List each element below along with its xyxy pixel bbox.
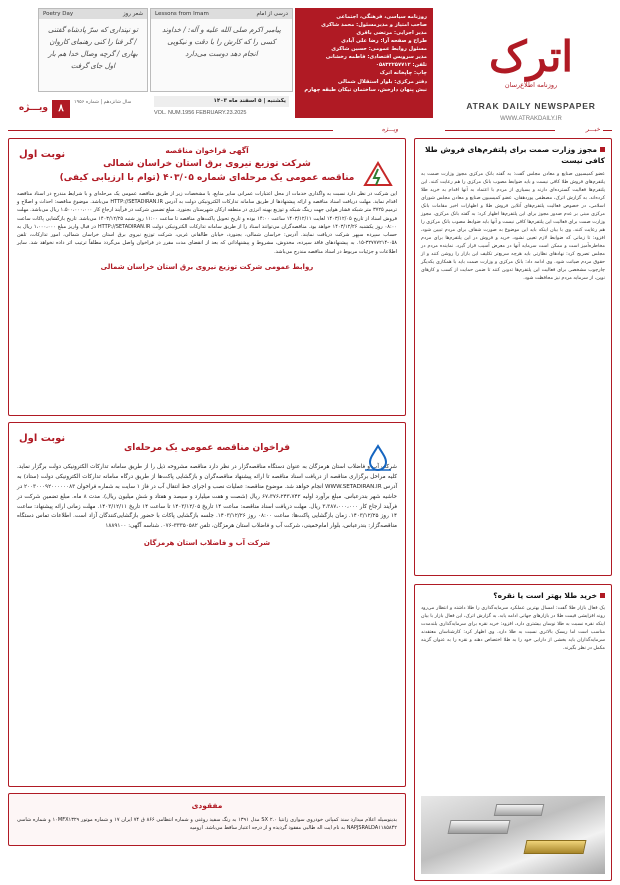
article-title: [421, 590, 605, 601]
dateline: [150, 94, 293, 118]
ad-heading: آگهی فراخوان مناقصه: [165, 146, 249, 155]
page-indicator: [0, 100, 70, 118]
masthead: [0, 8, 620, 123]
silver-bar-image: [494, 804, 545, 816]
logo-english: ATRAK DAILY NEWSPAPER: [466, 101, 596, 112]
logo-tagline: روزنامه اطلاع‌رسان: [504, 81, 558, 89]
bullet-square-icon: [600, 147, 605, 152]
page-label: ویـــژه: [18, 103, 48, 114]
info-line: مدیر اجرایی: مرتضی باقری: [356, 30, 427, 37]
poetry-header: [39, 9, 147, 19]
quote-header-fa: درسی از امام: [256, 11, 288, 17]
electricity-company-logo-icon: [361, 159, 395, 189]
ad-turn-label: نوبت اول: [19, 433, 66, 444]
poetry-header-fa: شعر روز: [122, 11, 143, 17]
year-issue: سال شانزدهم | شماره ۱۹۵۶: [74, 100, 132, 105]
ad-company: شرکت توزیع نیروی برق استان خراسان شمالی: [103, 159, 311, 169]
article-title-text: مجوز وزارت صمت برای پلتفرم‌های فروش طلا کافی نیست: [424, 145, 605, 166]
quote-text: پیامبر اکرم صلی الله علیه و آله: / خداوند کسی را که کارش را با دقت و نیکویی انجام دهد دوست می‌دارد: [162, 26, 281, 58]
quote-header: [151, 9, 292, 19]
logo-wordmark: اترک: [488, 32, 574, 81]
section-divider: [445, 130, 555, 131]
silver-bar-image: [448, 820, 511, 834]
ad-footer: شرکت آب و فاضلاب استان هرمزگان: [143, 538, 271, 547]
info-line: طراح و صفحه آرا: رضا علی آبادی: [341, 38, 427, 45]
ad-footer: روابط عمومی شرکت توزیع نیروی برق استان خراسان شمالی: [100, 262, 314, 271]
website-link[interactable]: WWW.ATRAKDAILY.IR: [500, 116, 562, 123]
newspaper-logo[interactable]: [456, 32, 606, 125]
poetry-header-en: Poetry Day: [43, 11, 74, 17]
ad-body: شرکت آب و فاضلاب استان هرمزگان به عنوان دستگاه مناقصه‌گزار در نظر دارد مناقصه مشروحه ذیل را از طریق سامانه تدارکات الکترونیکی دولت برگزار نماید. کلیه مراحل برگزاری مناقصه از دریافت اسناد مناقصه تا ارائه پیشنهاد مناقصه‌گران و بازگشایی پاکت‌ها از طریق درگاه سامانه تدارکات الکترونیکی دولت (ستاد) به آدرس WWW.SETADIRAN.IR انجام خواهد شد. موضوع مناقصه: عملیات نصب و اجرای خط انتقال آب در فاز ۱ سایت به شماره فراخوان ۲۰۰۳۰۰۰۹۲۰۰۰۰۰۰۸۳ در حاشیه شهر بندرعباس. مبلغ برآورد اولیه ۶۷،۳۷۶،۲۴۳،۷۴۲ ریال (شصت و هفت میلیارد و سیصد و هفتاد و شش میلیون ریال). مدت ۸ ماه. مبلغ تضمین شرکت در فرآیند ارجاع کار ۳،۳۸۷،۰۰۰،۰۰۰ ریال. مهلت دریافت اسناد مناقصه: ساعت ۱۴ تاریخ ۱۴۰۳/۱۲/۰۵ تا ساعت ۱۴ تاریخ ۱۴۰۳/۱۲/۱۱. مهلت زمانی ارائه پیشنهاد: ساعت ۱۴ روز ۱۴۰۳/۱۲/۲۵. زمان بازگشایی پاکت‌ها: ساعت ۰۸:۰۰ روز ۱۴۰۳/۱۲/۲۶. جلسه بازگشایی پاکات با حضور بازگشایی‌کنندگان آزاد است. اطلاعات تماس دستگاه مناقصه‌گزار: بندرعباس، بلوار امام‌خمینی، شرکت آب و فاضلاب استان هرمزگان، تلفن ۳۳۳۵۰۵۸۲-۰۷۶. شناسه آگهی: ۱۸۸۹۱۰۰: [17, 464, 398, 530]
article-title: [421, 144, 605, 167]
gold-bar-image: [524, 840, 587, 854]
article-title-text: خرید طلا بهتر است یا نقره؟: [493, 591, 597, 600]
info-line: تلفن: ۰۵۸۳۲۲۵۷۷۱۲: [375, 62, 427, 69]
info-line: صاحب امتیاز و مدیرمسئول: محمد شاکری: [321, 22, 427, 29]
ad-heading: فراخوان مناقصه عمومی یک مرحله‌ای: [123, 443, 291, 453]
notice-body: بدینوسیله اعلام میدارد سند کمپانی خودروی سواری زانتیا ۲.۰ SX مدل ۱۳۹۱ به رنگ سفید روغنی و شماره انتظامی ۸۶۶ ق ۷۴ ایران ۱۷ و شماره موتور ۱۰MFX۱۳۲۹ و شماره شاسی NAPJSRALDA۱۱۸۵۸۴۲ به نام ایت اله طالبی مفقود گردیده و از درجه اعتبار ساقط می‌باشد. ارومیه: [17, 817, 398, 832]
info-line: مسئول روابط عمومی: حسین شاکری: [331, 46, 427, 53]
water-company-logo-icon: [361, 443, 395, 473]
bullet-square-icon: [600, 593, 605, 598]
ad-body: این شرکت در نظر دارد نسبت به واگذاری خدمات از محل اعتبارات عمرانی سایر منابع، با مشخصات زیر از طریق مناقصه عمومی یک مرحله‌ای و با شرایط مندرج در اسناد مناقصه اقدام نماید. مهلت دریافت اسناد مناقصه و ارائه پیشنهادها از طریق سامانه تدارکات الکترونیکی دولت به آدرس HTTP://SETADIRAN.IR می‌باشد. موضوع مناقصه: احداث و اصلاح و ترمیم ۳۷۲۵ متر شبکه فشار هوایی جهت رینگ شبکه و توزیع بهینه انرژی در منطقه ارکان شهرستان بجنورد. مبلغ تضمین شرکت در فرآیند ارجاع کار ۱،۵۰۰،۰۰۰،۰۰۰ ریال می‌باشد. مهلت فروش اسناد از تاریخ ۱۴۰۳/۱۲/۰۵ لغایت ۱۴۰۳/۱۲/۱۱ ساعت ۱۴:۰۰ بوده و تاریخ تحویل پاکت‌های مناقصه تا ساعت ۱۱:۰۰ روز شنبه ۱۴۰۳/۱۲/۲۵ می‌باشد. تاریخ بازگشایی پاکات ساعت ۰۸:۰۰ روز یکشنبه ۱۴۰۳/۱۲/۲۶ خواهد بود. مناقصه‌گران می‌توانند اسناد را از طریق سامانه تدارکات الکترونیکی دولت HTTP://SETADIRAN.IR در قبال واریز مبلغ ۱،۰۰۰،۰۰۰ ریال به حساب سپرده سپهر شرکت دریافت نمایند. آدرس: خراسان شمالی، بجنورد، خیابان طالقانی غربی، شرکت توزیع نیروی برق استان خراسان شمالی، امور تدارکات، تلفن ۰۵۸-۳۲۷۷۷۲۱۴-۱۵. به پیشنهادهای فاقد سپرده، مخدوش، مشروط و پیشنهاداتی که بعد از انقضای مدت مقرر در فراخوان واصل می‌گردد مطلقاً ترتیب اثر داده نخواهد شد. سایر اطلاعات و جزئیات مربوط در اسناد مناقصه مندرج می‌باشد.: [17, 190, 398, 255]
section-divider: [603, 130, 612, 131]
quote-header-en: Lessons from Imam: [155, 11, 209, 17]
info-line: نبش پنهان دارخش، ساختمان تیکان طبقه چهارم: [304, 86, 427, 93]
article-body: یک فعال بازار طلا گفت: امسال بهترین عملکرد سرمایه‌گذاری را طلا داشته و انتظار می‌رود روند افزایشی قیمت طلا در بازارهای جهانی ادامه یابد. به گزارش اترک، این فعال بازار با بیان اینکه نقره نسبت به طلا نوسان بیشتری دارد، افزود: خرید نقره برای سرمایه‌گذاری بلندمدت مناسب است اما ریسک بالاتری نسبت به طلا دارد. وی اظهار کرد: کارشناسان معتقدند سرمایه‌گذاران باید بخشی از دارایی خود را به طلا اختصاص دهند و نقره را به عنوان گزینه مکمل در نظر بگیرند.: [421, 606, 605, 652]
notice-title: مفقودی: [191, 801, 223, 810]
issue-date: یکشنبه | ۵ اسفند ماه ۱۴۰۳: [154, 96, 289, 107]
ad-subject: مناقصه عمومی یک مرحله‌ای شماره ۴۰۳/۰۵ (توام با ارزیابی کیفی): [59, 173, 355, 184]
poetry-box: [38, 8, 148, 92]
lost-document-notice[interactable]: [8, 793, 406, 846]
news-column: [414, 138, 612, 881]
info-line: چاپ: چاپخانه اترک: [379, 70, 427, 77]
publisher-info-box: [295, 8, 433, 118]
issue-date-en: VOL. NUM.1956 FEBRUARY.23.2025: [154, 109, 247, 116]
tender-ad-water[interactable]: [8, 422, 406, 787]
section-label-center: ویـــژه: [381, 126, 399, 133]
page-number: ۸: [52, 100, 70, 118]
poetry-text: تو نپنداری که سرّ پادشاه گفتنی / گر فنا را کنی رهنمای کاروان بهاری / گرچه وصال خدا هم بار اول جای گرفت: [48, 26, 138, 70]
ads-column: [8, 138, 406, 846]
info-line: روزنامه سیاسی، فرهنگی، اجتماعی: [336, 14, 427, 20]
info-line: مدیر سرویس اقتصادی: فاطمه رخشانی: [325, 54, 427, 61]
imam-quote-box: [150, 8, 293, 92]
gold-silver-bars-image[interactable]: [421, 796, 605, 874]
info-line: دفتر مرکزی: بلوار استقلال شمالی: [337, 78, 427, 85]
section-label-right: خبـــر: [585, 126, 600, 133]
news-article-gold-platforms[interactable]: [414, 138, 612, 576]
article-body: عضو کمیسیون صنایع و معادن مجلس گفت: به گفته بانک مرکزی مجوز وزارت صمت به پلتفرم‌های فروش طلا کافی نیست و باید ضوابط مصوب بانک مرکزی را هم رعایت کنند. این پلتفرم‌ها فعالیت گسترده‌ای دارند و بسیاری از مردم با اعتماد به آنها اقدام به خرید طلا کرده‌اند. به گزارش اترک، مصطفی پوردهقان، عضو کمیسیون صنایع و معادن مجلس شورای اسلامی، در خصوص فعالیت پلتفرم‌های آنلاین فروش طلا و اظهارات اخیر مقامات بانک مرکزی مبنی بر عدم صدور مجوز برای این پلتفرم‌ها اظهار کرد: به گفته بانک مرکزی، مجوز وزارت صمت برای فعالیت این پلتفرم‌ها کافی نیست و آنها باید ضوابط مصوب بانک مرکزی را هم رعایت کنند. وی با بیان اینکه باید این موضوع به صورت شفاف برای مردم تبیین شود، افزود: تا زمانی که ضوابط لازم تعیین نشود، خرید و فروش در این پلتفرم‌ها برای مردم مخاطره‌آمیز است و ممکن است سرمایه آنها در معرض آسیب قرار گیرد. نماینده مردم در مجلس تصریح کرد: نهادهای نظارتی باید هرچه سریع‌تر تکلیف این بازار را روشن کنند و از حقوق مردم صیانت شود. وی ادامه داد: بانک مرکزی و وزارت صمت باید با همکاری یکدیگر چارچوب مشخصی برای فعالیت این پلتفرم‌ها تدوین کنند تا ضمن حمایت از کسب و کارهای نوین، از سرمایه مردم نیز محافظت شود.: [421, 171, 605, 282]
tender-ad-electricity[interactable]: [8, 138, 406, 416]
news-article-gold-silver[interactable]: [414, 584, 612, 881]
ad-turn-label: نوبت اول: [19, 149, 66, 160]
section-divider: [8, 130, 333, 131]
